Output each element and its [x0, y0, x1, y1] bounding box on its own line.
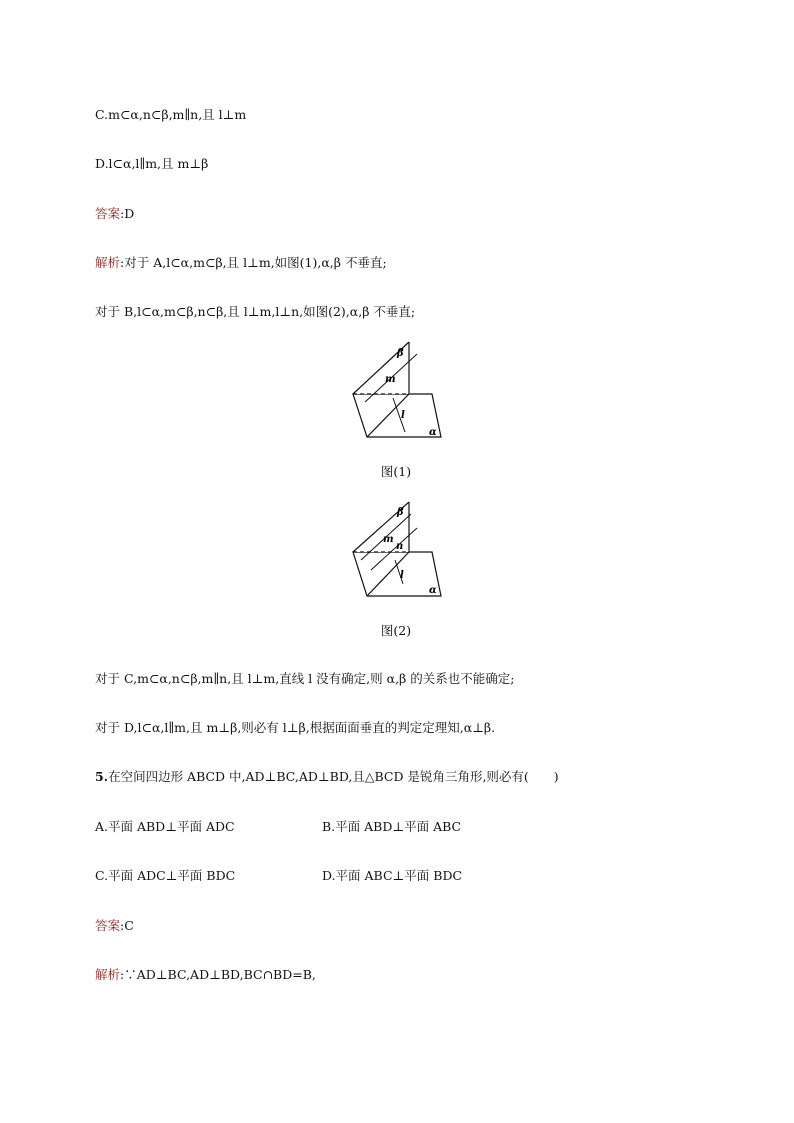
analysis-label: 解析 — [95, 967, 121, 982]
m-label: m — [383, 534, 394, 545]
beta-label: β — [397, 348, 404, 359]
beta-label: β — [397, 507, 404, 518]
answer-value: :D — [120, 206, 135, 221]
option-d: D.平面 ABC⊥平面 BDC — [322, 868, 463, 883]
answer-line-1 — [95, 205, 134, 223]
option-b: B.平面 ABD⊥平面 ABC — [322, 819, 462, 834]
option-d-line: D.l⊂α,l∥m,且 m⊥β — [95, 156, 209, 171]
answer-label: 答案 — [95, 918, 121, 933]
l-label: l — [400, 570, 404, 581]
n-label: n — [396, 541, 404, 552]
alpha-label: α — [429, 585, 437, 596]
question-5-line — [95, 768, 559, 786]
question-5-text: 在空间四边形 ABCD 中,AD⊥BC,AD⊥BD,且△BCD 是锐角三角形,则必有( ) — [108, 769, 559, 784]
option-a: A.平面 ABD⊥平面 ADC — [95, 819, 235, 834]
figure-1-caption: 图(1) — [380, 464, 412, 479]
l-label: l — [401, 410, 405, 421]
answer-label: 答案 — [95, 206, 121, 221]
answer-value: :C — [120, 918, 134, 933]
analysis-text: :对于 A,l⊂α,m⊂β,且 l⊥m,如图(1),α,β 不垂直; — [120, 255, 387, 270]
m-label: m — [385, 374, 396, 385]
figure-2-caption: 图(2) — [380, 623, 412, 638]
analysis-d-line: 对于 D,l⊂α,l∥m,且 m⊥β,则必有 l⊥β,根据面面垂直的判定定理知,α⊥β. — [95, 720, 496, 735]
figure-1-diagram — [345, 340, 450, 445]
analysis-line-2 — [95, 966, 316, 984]
analysis-text: :∵AD⊥BC,AD⊥BD,BC∩BD=B, — [120, 967, 316, 982]
answer-line-2 — [95, 917, 134, 935]
option-c-line: C.m⊂α,n⊂β,m∥n,且 l⊥m — [95, 107, 247, 122]
figure-2-diagram — [345, 500, 450, 605]
question-5-number: 5. — [95, 769, 109, 784]
analysis-c-line: 对于 C,m⊂α,n⊂β,m∥n,且 l⊥m,直线 l 没有确定,则 α,β 的关系也不能确定; — [95, 671, 515, 686]
analysis-line-1 — [95, 254, 387, 272]
analysis-b-line: 对于 B,l⊂α,m⊂β,n⊂β,且 l⊥m,l⊥n,如图(2),α,β 不垂直; — [95, 304, 416, 319]
alpha-plane — [353, 552, 441, 596]
alpha-label: α — [429, 427, 437, 438]
option-c: C.平面 ADC⊥平面 BDC — [95, 868, 236, 883]
analysis-label: 解析 — [95, 255, 121, 270]
